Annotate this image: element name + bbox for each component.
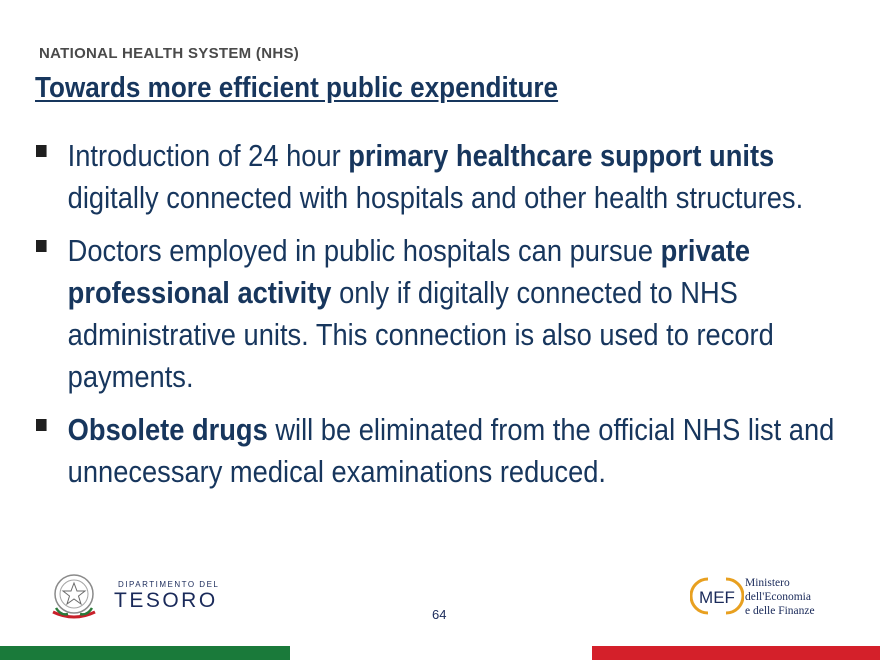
square-bullet-icon xyxy=(36,419,47,431)
page-number: 64 xyxy=(432,607,447,622)
section-label: NATIONAL HEALTH SYSTEM (NHS) xyxy=(39,45,300,62)
ministry-line: dell'Economia xyxy=(745,591,811,603)
bullet-item xyxy=(36,230,854,398)
bullet-text-plain: Doctors employed in public hospitals can pursue xyxy=(67,233,661,268)
republic-emblem-icon xyxy=(47,570,101,629)
bullet-text xyxy=(68,409,855,493)
ministry-line: e delle Finanze xyxy=(745,605,815,617)
bullet-text-plain: only if digitally connected to NHS administrative units. This connection is also used to record payments. xyxy=(67,275,774,394)
ministry-line: Ministero xyxy=(745,577,790,589)
bullet-text xyxy=(68,135,855,219)
bullet-text-plain: digitally connected with hospitals and other health structures. xyxy=(67,180,804,215)
bullet-item xyxy=(36,135,854,219)
department-name: TESORO xyxy=(114,589,218,612)
bullet-list xyxy=(36,135,854,504)
red-footer-bar xyxy=(592,646,880,660)
bullet-item xyxy=(36,409,854,493)
bullet-text-bold: Obsolete drugs xyxy=(67,412,268,447)
bullet-text-bold: primary healthcare support units xyxy=(348,138,775,173)
bullet-text-bold: private professional activity xyxy=(67,233,751,310)
square-bullet-icon xyxy=(36,145,47,157)
mef-logo xyxy=(690,576,744,621)
green-footer-bar xyxy=(0,646,290,660)
bullet-text xyxy=(68,230,855,398)
department-label: DIPARTIMENTO DEL xyxy=(118,580,220,589)
mef-abbr: MEF xyxy=(699,588,735,607)
bullet-text-plain: will be eliminated from the official NHS list and unnecessary medical examinations reduced. xyxy=(67,412,835,489)
slide-title: Towards more efficient public expenditure xyxy=(35,72,559,104)
square-bullet-icon xyxy=(36,240,47,252)
bullet-text-plain: Introduction of 24 hour xyxy=(67,138,349,173)
ministry-name xyxy=(745,576,815,618)
